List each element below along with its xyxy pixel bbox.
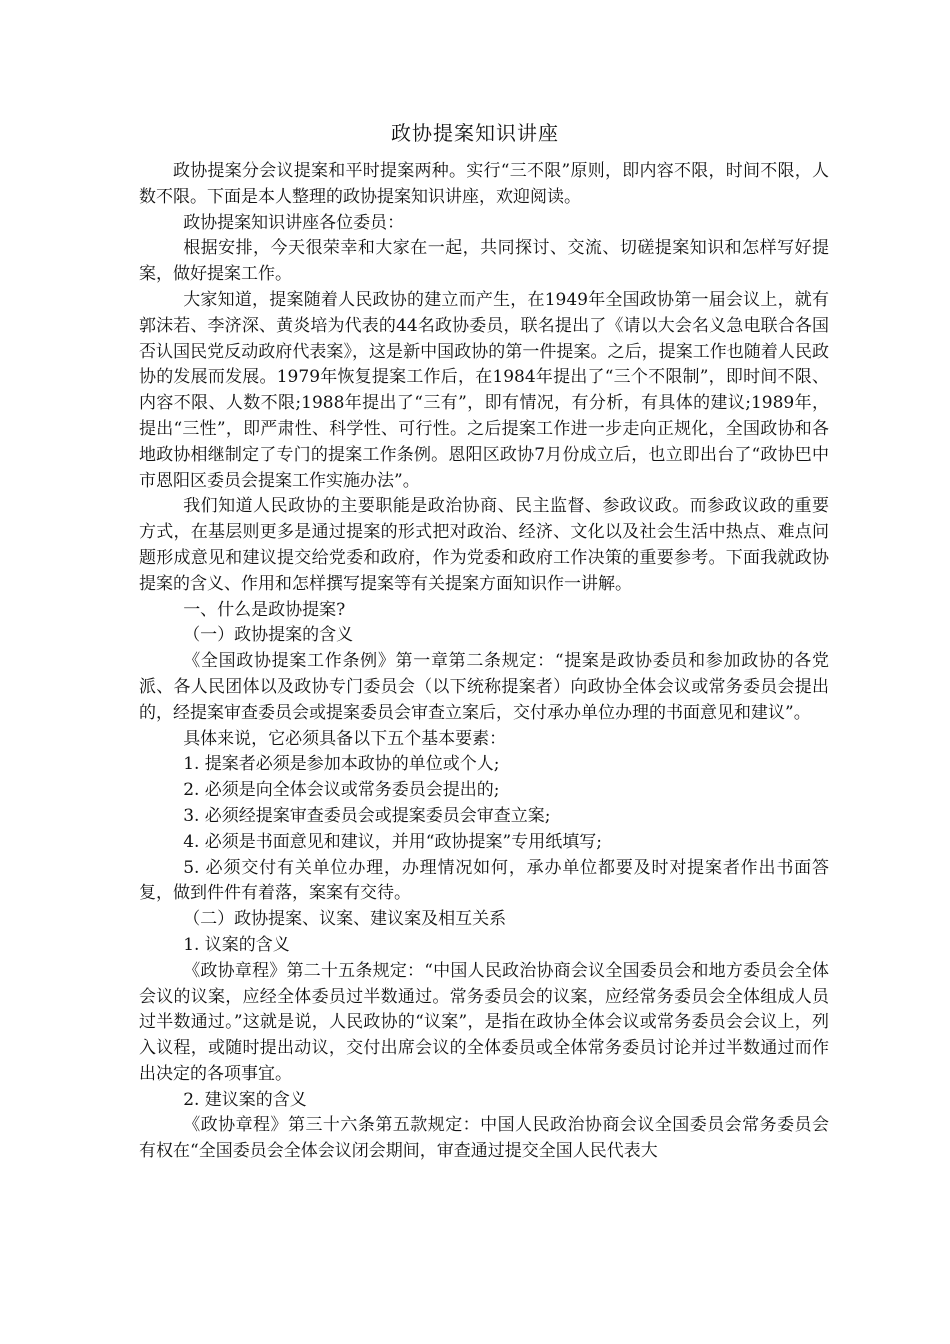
list-item-3: 3. 必须经提案审查委员会或提案委员会审查立案; (183, 805, 551, 826)
paragraph-salutation: 政协提案知识讲座各位委员： (183, 212, 405, 233)
list-item-1: 1. 提案者必须是参加本政协的单位或个人; (183, 754, 500, 775)
paragraph-history: 大家知道，提案随着人民政协的建立而产生，在1949年全国政协第一届会议上，就有郭沫若、李济深、黄炎培为代表的44名政协委员，联名提出了《请以大会名义急电联合各国否认国民党反动政府代表案》，这是新中国政协的第一件提案。之后，提案工作也随着人民政协的发展而发展。1979年恢复提案工作后，在1984年提出了“三个不限制”，即时间不限、内容不限、人数不限;1988年提出了“三有”，即有情况，有分析，有具体的建议;1989年，提出“三性”，即严肃性、科学性、可行性。之后提案工作进一步走向正规化，全国政协和各地政协相继制定了专门的提案工作条例。恩阳区政协7月份成立后，也立即出台了“政协巴中市恩阳区委员会提案工作实施办法”。 (139, 289, 829, 491)
subsection-heading-1: （一）政协提案的含义 (183, 625, 354, 646)
numbered-heading-2: 2. 建议案的含义 (183, 1089, 307, 1110)
paragraph-elements-intro: 具体来说，它必须具备以下五个基本要素： (183, 728, 507, 749)
list-item-5: 5. 必须交付有关单位办理，办理情况如何，承办单位都要及时对提案者作出书面答复，做到件件有着落，案案有交待。 (139, 857, 829, 904)
document-title: 政协提案知识讲座 (391, 121, 559, 145)
section-heading-1: 一、什么是政协提案? (183, 599, 346, 620)
list-item-2: 2. 必须是向全体会议或常务委员会提出的; (183, 780, 500, 801)
paragraph-definition: 《全国政协提案工作条例》第一章第二条规定：“提案是政协委员和参加政协的各党派、各人民团体以及政协专门委员会（以下统称提案者）向政协全体会议或常务委员会提出的，经提案审查委员会或提案委员会审查立案后，交付承办单位办理的书面意见和建议”。 (139, 651, 829, 723)
paragraph-intro: 政协提案分会议提案和平时提案两种。实行“三不限”原则，即内容不限，时间不限，人数不限。下面是本人整理的政协提案知识讲座，欢迎阅读。 (139, 161, 829, 207)
numbered-heading-1: 1. 议案的含义 (183, 934, 290, 955)
document-body (139, 159, 829, 1165)
paragraph-opening: 根据安排，今天很荣幸和大家在一起，共同探讨、交流、切磋提案知识和怎样写好提案，做好提案工作。 (139, 238, 829, 285)
paragraph-proposal-definition: 《政协章程》第三十六条第五款规定：中国人民政治协商会议全国委员会常务委员会有权在“全国委员会全体会议闭会期间，审查通过提交全国人民代表大 (139, 1115, 829, 1162)
subsection-heading-2: （二）政协提案、议案、建议案及相互关系 (183, 909, 507, 930)
paragraph-functions: 我们知道人民政协的主要职能是政治协商、民主监督、参政议政。而参政议政的重要方式，在基层则更多是通过提案的形式把对政治、经济、文化以及社会生活中热点、难点问题形成意见和建议提交给党委和政府，作为党委和政府工作决策的重要参考。下面我就政协提案的含义、作用和怎样撰写提案等有关提案方面知识作一讲解。 (139, 496, 829, 594)
paragraph-motion-definition: 《政协章程》第二十五条规定：“中国人民政治协商会议全国委员会和地方委员会全体会议的议案，应经全体委员过半数通过。常务委员会的议案，应经常务委员会全体组成人员过半数通过。”这就是说，人民政协的“议案”，是指在政协全体会议或常务委员会会议上，列入议程，或随时提出动议，交付出席会议的全体委员或全体常务委员讨论并过半数通过而作出决定的各项事宜。 (139, 960, 829, 1084)
list-item-4: 4. 必须是书面意见和建议，并用“政协提案”专用纸填写; (183, 831, 602, 852)
